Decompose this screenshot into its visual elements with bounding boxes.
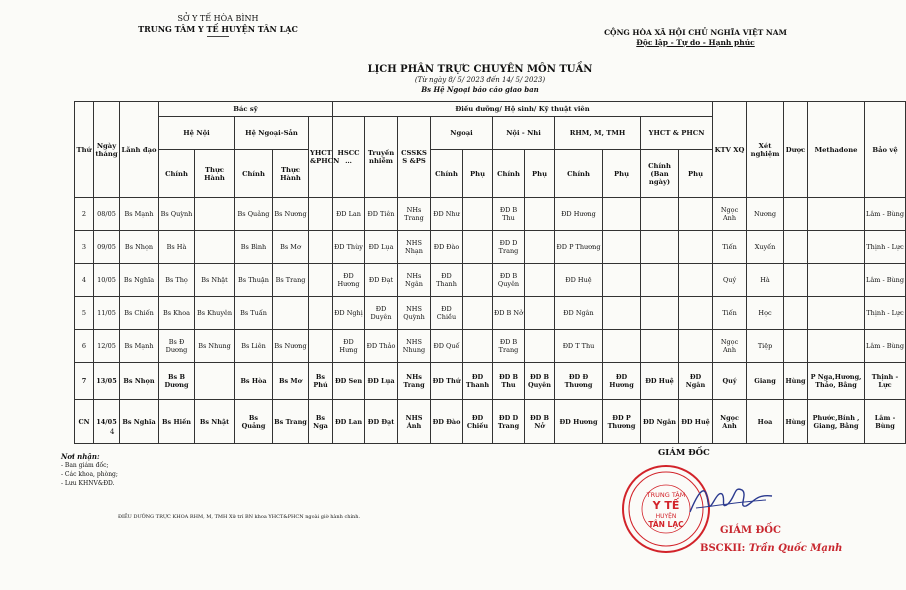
table-cell: ĐD Đạt bbox=[365, 400, 398, 444]
table-cell bbox=[309, 198, 333, 231]
header-chinh-ban-ngay: Chính (Ban ngày) bbox=[641, 150, 679, 198]
table-cell: Bs Khoa bbox=[159, 297, 195, 330]
table-cell bbox=[641, 330, 679, 363]
table-cell: ĐD Thanh bbox=[463, 363, 493, 400]
table-cell: Bs Thuận bbox=[235, 264, 273, 297]
table-cell: Bs Trang bbox=[273, 264, 309, 297]
table-cell: ĐD B Thu bbox=[493, 363, 525, 400]
table-cell bbox=[679, 297, 713, 330]
table-cell: ĐD D Trang bbox=[493, 231, 525, 264]
table-cell: ĐD D Trang bbox=[493, 400, 525, 444]
header-he-ngoai-san: Hệ Ngoại-Sản bbox=[235, 117, 309, 150]
stamp-line: TRUNG TÂM bbox=[646, 491, 686, 499]
table-cell bbox=[784, 297, 808, 330]
table-cell: Phước,Bính , Giang, Bằng bbox=[808, 400, 865, 444]
table-cell: ĐD Hương bbox=[603, 363, 641, 400]
table-cell bbox=[603, 198, 641, 231]
table-cell bbox=[309, 264, 333, 297]
header-ngay: Ngày tháng bbox=[94, 102, 120, 198]
table-cell: Ngọc Anh bbox=[713, 400, 747, 444]
table-cell: Bs Hiền bbox=[159, 400, 195, 444]
table-cell bbox=[641, 264, 679, 297]
table-cell: ĐD Lụa bbox=[365, 231, 398, 264]
table-cell: 7 bbox=[75, 363, 94, 400]
table-cell: ĐD Hương bbox=[333, 264, 365, 297]
table-cell: ĐD Hương bbox=[555, 400, 603, 444]
table-cell bbox=[525, 231, 555, 264]
table-cell: ĐD Huệ bbox=[555, 264, 603, 297]
table-cell: Bs Nhật bbox=[195, 400, 235, 444]
table-cell: Bs Mơ bbox=[273, 231, 309, 264]
org-parent: SỞ Y TẾ HÒA BÌNH bbox=[177, 14, 259, 23]
table-cell: Bs Quỳnh bbox=[159, 198, 195, 231]
table-cell bbox=[603, 264, 641, 297]
table-cell: 09/05 bbox=[94, 231, 120, 264]
table-cell bbox=[808, 330, 865, 363]
table-cell: Học bbox=[747, 297, 784, 330]
header-right bbox=[598, 28, 793, 48]
table-cell: 3 bbox=[75, 231, 94, 264]
director-title: GIÁM ĐỐC bbox=[658, 448, 710, 458]
table-cell: Bs Nghĩa bbox=[120, 264, 159, 297]
table-cell bbox=[195, 231, 235, 264]
table-cell: Bs Hà bbox=[159, 231, 195, 264]
table-cell: NHS Quỳnh bbox=[398, 297, 431, 330]
table-cell: 11/05 bbox=[94, 297, 120, 330]
table-cell: ĐD P Thương bbox=[603, 400, 641, 444]
table-cell bbox=[679, 330, 713, 363]
table-cell: 10/05 bbox=[94, 264, 120, 297]
recipient-item: - Lưu KHNV&ĐD. bbox=[61, 480, 115, 487]
table-cell: Bs Hòa bbox=[235, 363, 273, 400]
table-cell: 5 bbox=[75, 297, 94, 330]
table-cell: Bs Phú bbox=[309, 363, 333, 400]
table-cell bbox=[603, 231, 641, 264]
table-cell bbox=[525, 198, 555, 231]
table-cell: Bs Nghĩa bbox=[120, 400, 159, 444]
table-row bbox=[75, 297, 906, 330]
header-hscc: HSCC … bbox=[333, 117, 365, 198]
table-cell bbox=[463, 198, 493, 231]
table-cell: ĐD Tiên bbox=[365, 198, 398, 231]
table-cell: Tiệp bbox=[747, 330, 784, 363]
footer-note: ĐIỀU DƯỠNG TRỰC KHOA RHM, M, TMH Xử trí BN khoa YHCT&PHCN ngoài giờ hành chính. bbox=[118, 514, 361, 520]
table-cell bbox=[463, 231, 493, 264]
stamp-line: HUYỆN bbox=[655, 513, 677, 520]
table-cell bbox=[195, 198, 235, 231]
header-yhct: YHCT &PHCN bbox=[309, 117, 333, 198]
header-phu: Phụ bbox=[525, 150, 555, 198]
table-cell: ĐD Huệ bbox=[679, 400, 713, 444]
header-phu: Phụ bbox=[679, 150, 713, 198]
table-row bbox=[75, 198, 906, 231]
table-cell: Bs Mạnh bbox=[120, 330, 159, 363]
table-cell: ĐD Lan bbox=[333, 400, 365, 444]
table-cell bbox=[525, 330, 555, 363]
director-prefix: BSCKII: bbox=[700, 543, 746, 554]
divider bbox=[207, 36, 229, 37]
table-cell: NHS Ánh bbox=[398, 400, 431, 444]
table-cell bbox=[784, 231, 808, 264]
table-cell: Ngọc Anh bbox=[713, 198, 747, 231]
table-cell bbox=[641, 231, 679, 264]
table-cell bbox=[784, 330, 808, 363]
table-cell bbox=[808, 231, 865, 264]
org-name: TRUNG TÂM Y TẾ HUYỆN TÂN LẠC bbox=[138, 24, 298, 34]
table-cell: ĐD Đào bbox=[431, 231, 463, 264]
header-chinh: Chính bbox=[235, 150, 273, 198]
table-cell: ĐD Sen bbox=[333, 363, 365, 400]
table-cell: ĐD B Quyên bbox=[525, 363, 555, 400]
table-cell: Bs Trang bbox=[273, 400, 309, 444]
header-bac-si: Bác sỹ bbox=[159, 102, 333, 117]
table-cell bbox=[808, 297, 865, 330]
recipient-item: - Các khoa, phòng; bbox=[61, 471, 118, 478]
table-cell: ĐD Ngân bbox=[641, 400, 679, 444]
recipient-item: - Ban giám đốc; bbox=[61, 462, 109, 469]
header-cssks: CSSKS S &PS bbox=[398, 117, 431, 198]
table-cell bbox=[808, 264, 865, 297]
title-block bbox=[300, 64, 660, 94]
table-cell: Thịnh - Lực bbox=[865, 297, 906, 330]
header-thuc-hanh: Thực Hành bbox=[273, 150, 309, 198]
header-chinh: Chính bbox=[493, 150, 525, 198]
header-chinh: Chính bbox=[159, 150, 195, 198]
header-lanh-dao: Lãnh đạo bbox=[120, 102, 159, 198]
header-thuc-hanh: Thực Hành bbox=[195, 150, 235, 198]
header-methadone: Methadone bbox=[808, 102, 865, 198]
table-cell bbox=[525, 264, 555, 297]
table-cell: ĐD Thứ bbox=[431, 363, 463, 400]
table-cell: Quý bbox=[713, 264, 747, 297]
table-cell: Lâm - Bùng bbox=[865, 330, 906, 363]
table-cell: ĐD Đào bbox=[431, 400, 463, 444]
table-cell: Bs Mạnh bbox=[120, 198, 159, 231]
table-cell: ĐD Huệ bbox=[641, 363, 679, 400]
table-row bbox=[75, 400, 906, 444]
table-cell: ĐD Lụa bbox=[365, 363, 398, 400]
table-cell: Lâm - Bùng bbox=[865, 198, 906, 231]
table-cell: Bs Quảng bbox=[235, 400, 273, 444]
table-cell bbox=[808, 198, 865, 231]
recipients-title: Nơi nhận: bbox=[61, 452, 100, 461]
table-cell bbox=[463, 297, 493, 330]
table-cell: ĐD Đạt bbox=[365, 264, 398, 297]
table-cell bbox=[603, 330, 641, 363]
header-rhm: RHM, M, TMH bbox=[555, 117, 641, 150]
table-cell: Bs Nương bbox=[273, 198, 309, 231]
report-note: Bs Hệ Ngoại báo cáo giao ban bbox=[421, 85, 539, 94]
table-cell bbox=[525, 297, 555, 330]
stamp-line: TÂN LẠC bbox=[648, 520, 684, 529]
header-he-noi: Hệ Nội bbox=[159, 117, 235, 150]
table-cell: Hùng bbox=[784, 363, 808, 400]
director-title-red: GIÁM ĐỐC bbox=[720, 525, 781, 536]
country-name: CỘNG HÒA XÃ HỘI CHỦ NGHĨA VIỆT NAM bbox=[604, 28, 787, 37]
table-cell bbox=[309, 330, 333, 363]
table-cell: ĐD Hương bbox=[555, 198, 603, 231]
table-cell bbox=[309, 231, 333, 264]
table-cell: ĐD Như bbox=[431, 198, 463, 231]
handwritten-signature bbox=[686, 480, 776, 520]
date-range: (Từ ngày 8/ 5/ 2023 đến 14/ 5/ 2023) bbox=[414, 76, 546, 84]
table-cell: ĐD Chiều bbox=[463, 400, 493, 444]
table-cell: Bs Chiến bbox=[120, 297, 159, 330]
table-cell: ĐD Thảo bbox=[365, 330, 398, 363]
header-noi-nhi: Nội - Nhi bbox=[493, 117, 555, 150]
table-cell: ĐD Nghị bbox=[333, 297, 365, 330]
table-row bbox=[75, 363, 906, 400]
table-cell: Bs Nga bbox=[309, 400, 333, 444]
table-cell: ĐD Thanh bbox=[431, 264, 463, 297]
table-cell: 13/05 bbox=[94, 363, 120, 400]
table-cell: Thịnh - Lực bbox=[865, 363, 906, 400]
table-cell: P Nga,Hương, Thảo, Bằng bbox=[808, 363, 865, 400]
table-cell: Bs Khuyên bbox=[195, 297, 235, 330]
table-cell: NHs Ngân bbox=[398, 264, 431, 297]
header-duoc: Dược bbox=[784, 102, 808, 198]
table-cell: Tiến bbox=[713, 297, 747, 330]
table-cell: Bs Tuấn bbox=[235, 297, 273, 330]
page-title: LỊCH PHÂN TRỰC CHUYÊN MÔN TUẦN bbox=[367, 64, 593, 75]
header-chinh: Chính bbox=[555, 150, 603, 198]
table-cell: 08/05 bbox=[94, 198, 120, 231]
stamp-line: Y TẾ bbox=[652, 499, 680, 512]
table-cell: ĐD Đ Thương bbox=[555, 363, 603, 400]
page-number: 4 bbox=[110, 428, 115, 436]
table-cell: 12/05 bbox=[94, 330, 120, 363]
header-phu: Phụ bbox=[603, 150, 641, 198]
table-cell: Xuyến bbox=[747, 231, 784, 264]
table-cell bbox=[273, 297, 309, 330]
table-cell bbox=[463, 264, 493, 297]
table-cell: Bs Mơ bbox=[273, 363, 309, 400]
table-cell: Ngọc Anh bbox=[713, 330, 747, 363]
table-cell: ĐD Duyên bbox=[365, 297, 398, 330]
table-cell: Nương bbox=[747, 198, 784, 231]
header-ngoai: Ngoại bbox=[431, 117, 493, 150]
header-phu: Phụ bbox=[463, 150, 493, 198]
table-cell: Bs Nhọn bbox=[120, 231, 159, 264]
table-cell: CN bbox=[75, 400, 94, 444]
header-bao-ve: Bảo vệ bbox=[865, 102, 906, 198]
table-cell: Thịnh - Lực bbox=[865, 231, 906, 264]
header-truyen-nhiem: Truyền nhiễm bbox=[365, 117, 398, 198]
table-cell: Lâm - Bùng bbox=[865, 264, 906, 297]
table-cell bbox=[784, 198, 808, 231]
table-cell: Hà bbox=[747, 264, 784, 297]
table-cell: Bs Nhọn bbox=[120, 363, 159, 400]
table-cell: ĐD Hưng bbox=[333, 330, 365, 363]
table-row bbox=[75, 264, 906, 297]
table-cell bbox=[679, 231, 713, 264]
table-cell: NHs Trang bbox=[398, 198, 431, 231]
table-cell: Bs Nhung bbox=[195, 330, 235, 363]
table-cell: ĐD Ngân bbox=[555, 297, 603, 330]
table-cell bbox=[641, 198, 679, 231]
schedule-table bbox=[74, 101, 906, 444]
table-cell: Bs Đ Dương bbox=[159, 330, 195, 363]
header-left bbox=[118, 14, 318, 37]
table-cell: ĐD Lan bbox=[333, 198, 365, 231]
motto: Độc lập - Tự do - Hạnh phúc bbox=[636, 38, 755, 47]
table-cell bbox=[309, 297, 333, 330]
header-thu: Thứ bbox=[75, 102, 94, 198]
table-cell bbox=[603, 297, 641, 330]
table-cell bbox=[195, 363, 235, 400]
table-cell: ĐD B Thu bbox=[493, 198, 525, 231]
header-dieu-duong: Điều dưỡng/ Hộ sinh/ Kỹ thuật viên bbox=[333, 102, 713, 117]
table-cell: ĐD T Thu bbox=[555, 330, 603, 363]
schedule-body bbox=[75, 198, 906, 444]
table-cell: Bs Liên bbox=[235, 330, 273, 363]
table-cell: Quý bbox=[713, 363, 747, 400]
table-cell: ĐD Ngân bbox=[679, 363, 713, 400]
table-cell: Giang bbox=[747, 363, 784, 400]
table-cell: Bs Bình bbox=[235, 231, 273, 264]
table-cell: Bs Thọ bbox=[159, 264, 195, 297]
director-name bbox=[700, 543, 842, 554]
table-cell: Bs B Dương bbox=[159, 363, 195, 400]
table-cell: ĐD Chiều bbox=[431, 297, 463, 330]
table-cell: ĐD Thùy bbox=[333, 231, 365, 264]
table-cell: 2 bbox=[75, 198, 94, 231]
table-cell bbox=[463, 330, 493, 363]
table-row bbox=[75, 330, 906, 363]
table-cell bbox=[679, 264, 713, 297]
table-cell: 4 bbox=[75, 264, 94, 297]
table-cell: ĐD Quế bbox=[431, 330, 463, 363]
table-cell: Tiến bbox=[713, 231, 747, 264]
table-cell: 14/05 bbox=[94, 400, 120, 444]
table-cell: Lâm - Bùng bbox=[865, 400, 906, 444]
table-cell: Bs Nhật bbox=[195, 264, 235, 297]
table-cell: ĐD B Quyên bbox=[493, 264, 525, 297]
table-cell: ĐD B Trang bbox=[493, 330, 525, 363]
director-fullname: Trần Quốc Mạnh bbox=[748, 543, 843, 554]
table-cell: ĐD B Nở bbox=[493, 297, 525, 330]
table-cell: ĐD B Nở bbox=[525, 400, 555, 444]
header-ktv-xq: KTV XQ bbox=[713, 102, 747, 198]
table-cell bbox=[679, 198, 713, 231]
header-xet-nghiem: Xét nghiệm bbox=[747, 102, 784, 198]
table-cell: Hùng bbox=[784, 400, 808, 444]
table-cell: Bs Quảng bbox=[235, 198, 273, 231]
table-cell: ĐD P Thương bbox=[555, 231, 603, 264]
header-chinh: Chính bbox=[431, 150, 463, 198]
table-cell: 6 bbox=[75, 330, 94, 363]
table-cell: Bs Nương bbox=[273, 330, 309, 363]
table-cell: NHS Nhạn bbox=[398, 231, 431, 264]
table-cell: Hoa bbox=[747, 400, 784, 444]
recipients bbox=[61, 452, 118, 488]
table-cell: NHS Nhung bbox=[398, 330, 431, 363]
table-cell: NHs Trang bbox=[398, 363, 431, 400]
header-yhct-phcn: YHCT & PHCN bbox=[641, 117, 713, 150]
table-cell bbox=[784, 264, 808, 297]
table-cell bbox=[641, 297, 679, 330]
table-row bbox=[75, 231, 906, 264]
